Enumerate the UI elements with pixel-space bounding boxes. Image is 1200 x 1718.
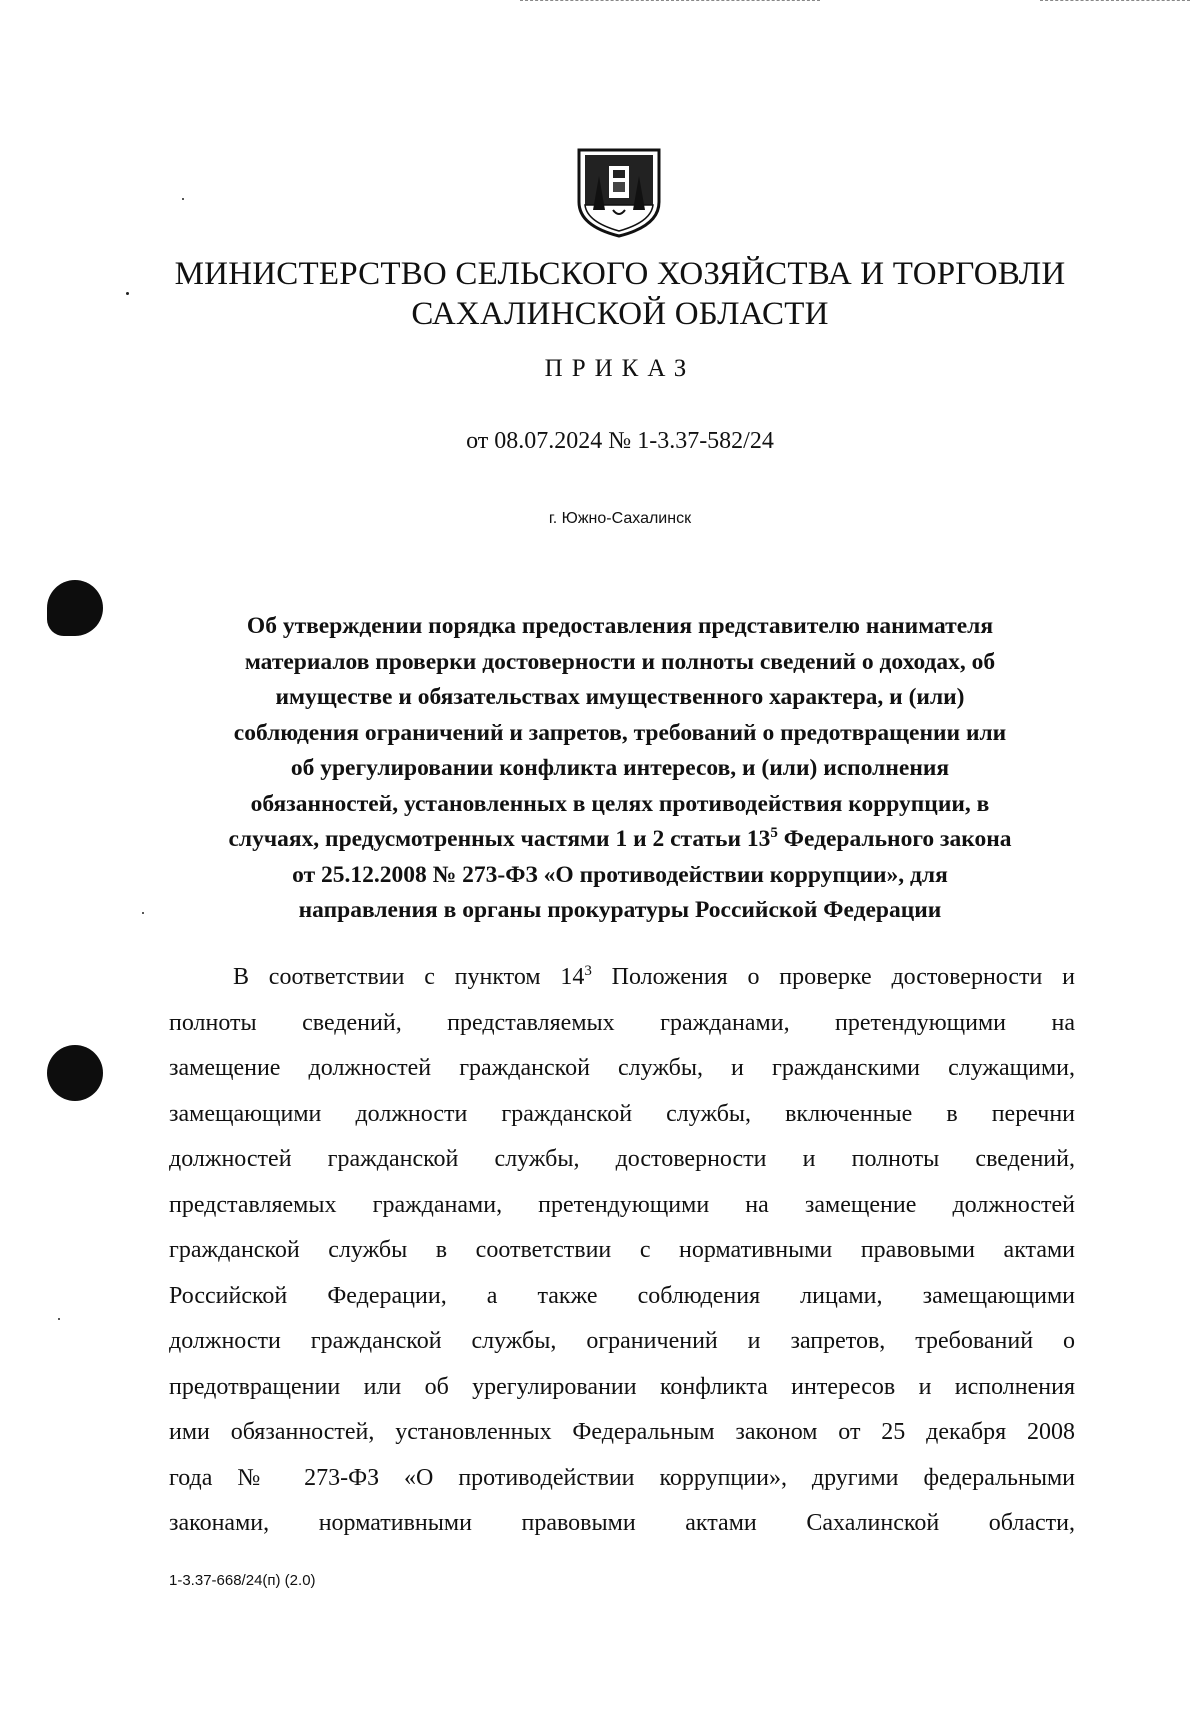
body-line: гражданской службы в соответствии с нормативными правовыми актами bbox=[169, 1237, 1075, 1263]
title-text: случаях, предусмотренных частями 1 и 2 статьи 13 bbox=[228, 826, 771, 852]
scan-edge-dashes bbox=[1040, 0, 1190, 2]
body-line: года № 273-ФЗ «О противодействии коррупции», другими федеральными bbox=[169, 1464, 1075, 1491]
document-code: 1-3.37-668/24(п) (2.0) bbox=[169, 1572, 316, 1589]
title-line: об урегулировании конфликта интересов, и (или) исполнения bbox=[290, 755, 950, 781]
superscript: 3 bbox=[584, 963, 592, 979]
title-line bbox=[160, 822, 1080, 858]
body-line: представляемых гражданами, претендующими на замещение должностей bbox=[169, 1191, 1075, 1218]
title-line: обязанностей, установленных в целях противодействия коррупции, в bbox=[250, 790, 990, 817]
title-line: соблюдения ограничений и запретов, требований о предотвращении или bbox=[233, 719, 1007, 746]
ministry-name bbox=[0, 254, 1200, 334]
body-line: Российской Федерации, а также соблюдения лицами, замещающими bbox=[169, 1282, 1075, 1309]
body-text: В соответствии с пунктом 14 bbox=[233, 964, 585, 990]
body-line: ими обязанностей, установленных Федеральным законом от 25 декабря 2008 bbox=[169, 1419, 1075, 1445]
body-line: полноты сведений, представляемых гражданами, претендующими на bbox=[169, 1009, 1075, 1036]
ministry-line: МИНИСТЕРСТВО СЕЛЬСКОГО ХОЗЯЙСТВА И ТОРГОВЛИ bbox=[174, 256, 1066, 292]
body-paragraph bbox=[169, 955, 1075, 1547]
scan-edge-dashes bbox=[520, 0, 820, 2]
ministry-line: САХАЛИНСКОЙ ОБЛАСТИ bbox=[411, 296, 829, 332]
body-line: замещение должностей гражданской службы, и гражданскими служащими, bbox=[169, 1055, 1075, 1081]
scan-speck bbox=[142, 912, 144, 914]
body-line: замещающими должности гражданской службы, включенные в перечни bbox=[169, 1100, 1075, 1127]
document-title bbox=[160, 609, 1080, 929]
sakhalin-coat-of-arms-icon bbox=[573, 146, 665, 238]
body-line bbox=[169, 955, 1075, 1001]
punch-hole bbox=[47, 580, 103, 636]
title-text: Федерального закона bbox=[777, 826, 1012, 852]
body-line: должностей гражданской службы, достоверности и полноты сведений, bbox=[169, 1146, 1075, 1172]
order-heading: ПРИКАЗ bbox=[544, 355, 696, 382]
title-line: Об утверждении порядка предоставления представителю нанимателя bbox=[246, 613, 994, 639]
title-line: имуществе и обязательствах имущественного характера, и (или) bbox=[275, 684, 965, 710]
title-line: материалов проверки достоверности и полноты сведений о доходах, об bbox=[244, 648, 996, 675]
body-line: предотвращении или об урегулировании конфликта интересов и исполнения bbox=[169, 1373, 1075, 1400]
body-text: Положения о проверке достоверности и bbox=[591, 964, 1076, 990]
order-number: от 08.07.2024 № 1-3.37-582/24 bbox=[466, 428, 774, 454]
superscript: 5 bbox=[770, 825, 778, 842]
title-line: от 25.12.2008 № 273-ФЗ «О противодействии коррупции», для bbox=[292, 861, 948, 888]
title-line: направления в органы прокуратуры Российской Федерации bbox=[298, 897, 942, 923]
scan-speck bbox=[182, 198, 184, 200]
scan-speck bbox=[58, 1318, 60, 1320]
punch-hole bbox=[47, 1045, 103, 1101]
body-line: законами, нормативными правовыми актами Сахалинской области, bbox=[169, 1510, 1075, 1536]
city-name: г. Южно-Сахалинск bbox=[548, 510, 692, 527]
body-line: должности гражданской службы, ограничений и запретов, требований о bbox=[169, 1328, 1075, 1354]
